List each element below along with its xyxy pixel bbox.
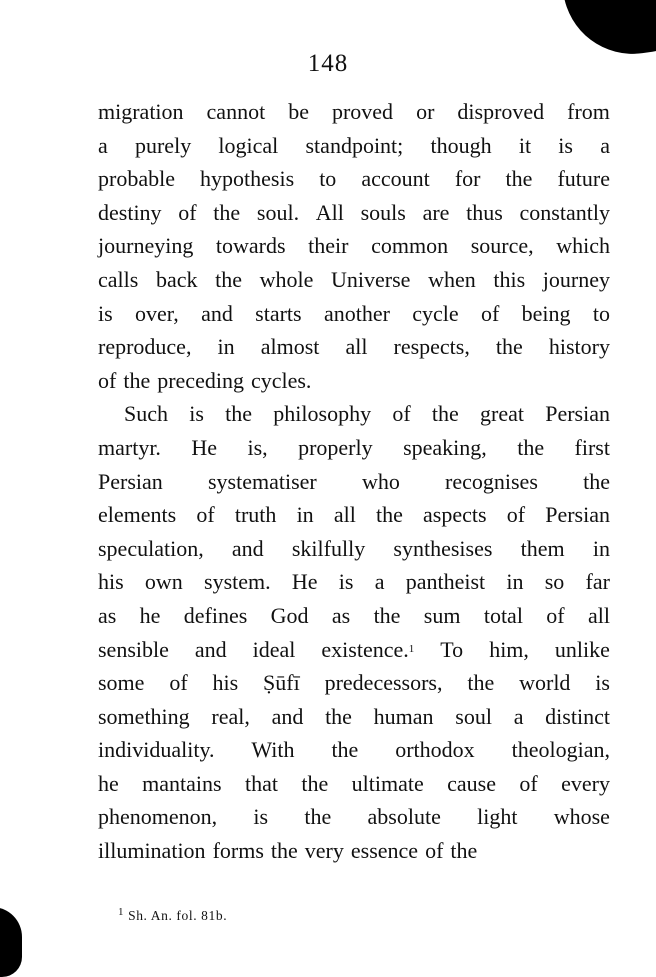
- text-line: probable hypothesis to account for the future: [98, 166, 610, 192]
- text-line: martyr. He is, properly speaking, the first: [98, 434, 610, 460]
- text-line: some of his Ṣūfī predecessors, the world is: [98, 670, 610, 696]
- text-line: journeying towards their common source, which: [98, 233, 610, 259]
- text-line: illumination forms the very essence of the: [98, 838, 478, 864]
- text-line: Such is the philosophy of the great Persian: [124, 401, 610, 427]
- edge-ink-blot: [0, 907, 22, 977]
- text-line: migration cannot be proved or disproved from: [98, 99, 610, 124]
- text-line: calls back the whole Universe when this journey: [98, 266, 610, 292]
- footnote: [118, 906, 227, 924]
- body-text: [98, 95, 610, 868]
- text-line: sensible and ideal existence.$^1$ To him, unlike: [98, 636, 610, 662]
- text-line: something real, and the human soul a distinct: [98, 703, 610, 729]
- text-line: elements of truth in all the aspects of Persian: [98, 502, 610, 528]
- text-line: of the preceding cycles.: [98, 367, 312, 393]
- footnote-marker: 1: [118, 906, 125, 918]
- text-line: speculation, and skilfully synthesises them in: [98, 535, 610, 561]
- footnote-reference: 1: [408, 642, 415, 655]
- footnote-text: Sh. An. fol. 81b.: [128, 908, 228, 923]
- text-line: phenomenon, is the absolute light whose: [98, 804, 610, 830]
- text-line: he mantains that the ultimate cause of every: [98, 770, 610, 796]
- text-line: individuality. With the orthodox theologian,: [98, 737, 610, 763]
- text-line: Persian systematiser who recognises the: [98, 468, 610, 494]
- text-line: is over, and starts another cycle of being to: [98, 300, 610, 326]
- text-line: his own system. He is a pantheist in so far: [98, 569, 610, 595]
- text-line: destiny of the soul. All souls are thus constantly: [98, 199, 610, 225]
- page-number: 148: [307, 50, 349, 77]
- text-line: a purely logical standpoint; though it is a: [98, 132, 610, 158]
- text-line: reproduce, in almost all respects, the history: [98, 334, 610, 360]
- text-line: as he defines God as the sum total of all: [98, 602, 610, 628]
